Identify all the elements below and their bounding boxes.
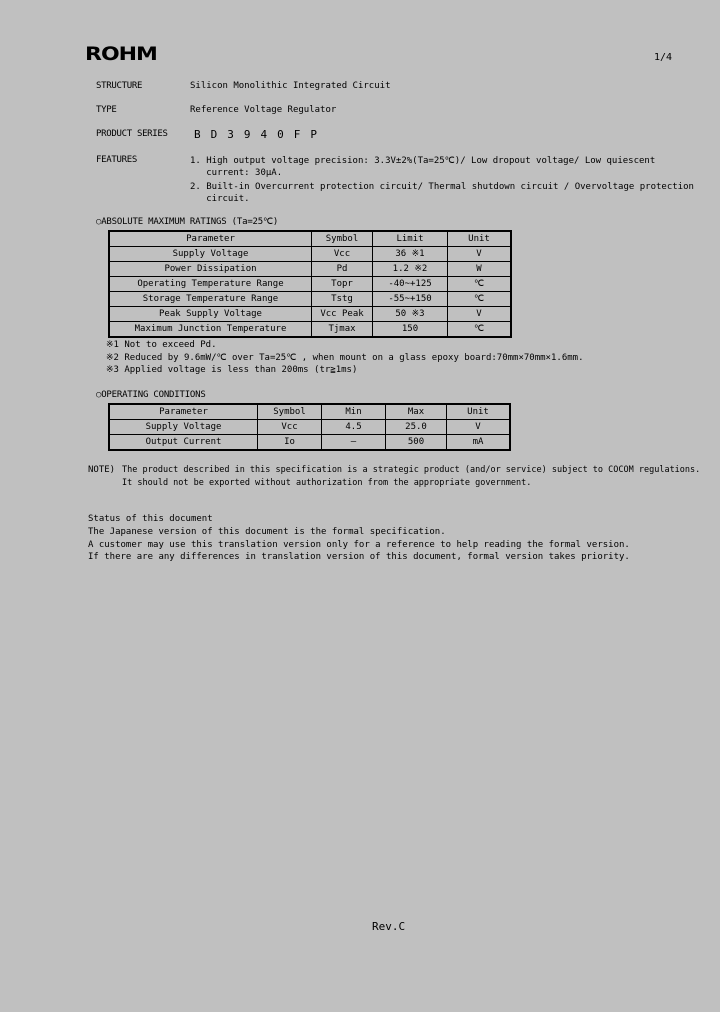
- table-row: [109, 277, 511, 292]
- col-limit: Limit: [373, 231, 448, 247]
- cell: ℃: [448, 322, 512, 338]
- cell: -55~+150: [373, 292, 448, 307]
- feature-line-1: 1. High output voltage precision: 3.3V±2%(Ta=25℃)/ Low dropout voltage/ Low quiescent: [190, 156, 656, 166]
- op-cond-table: [108, 403, 511, 451]
- cell: Vcc: [312, 247, 373, 262]
- page-number: 1/4: [654, 52, 673, 63]
- feature-line-2: current: 30μA.: [190, 168, 283, 178]
- table-row: [109, 262, 511, 277]
- cell: —: [322, 435, 386, 451]
- revision-label: Rev.C: [372, 920, 406, 933]
- cell: Operating Temperature Range: [109, 277, 312, 292]
- footnote-1: ※1 Not to exceed Pd.: [106, 340, 217, 350]
- product-series-label: PRODUCT SERIES: [96, 129, 168, 139]
- cell: Supply Voltage: [109, 420, 258, 435]
- abs-max-title: ○ABSOLUTE MAXIMUM RATINGS (Ta=25℃): [96, 217, 279, 227]
- cell: mA: [447, 435, 511, 451]
- status-line-2: A customer may use this translation version only for a reference to help reading the formal version.: [88, 540, 630, 550]
- col-symbol: Symbol: [258, 404, 322, 420]
- note-line-2: It should not be exported without authorization from the appropriate government.: [122, 478, 532, 488]
- cell: 150: [373, 322, 448, 338]
- table-header-row: [109, 404, 510, 420]
- status-title: Status of this document: [88, 514, 213, 524]
- feature-line-3: 2. Built-in Overcurrent protection circuit/ Thermal shutdown circuit / Overvoltage protection: [190, 182, 694, 192]
- cell: Io: [258, 435, 322, 451]
- status-line-3: If there are any differences in translation version of this document, formal version takes priority.: [88, 552, 630, 562]
- table-row: [109, 420, 510, 435]
- table-row: [109, 435, 510, 451]
- cell: Topr: [312, 277, 373, 292]
- cell: Supply Voltage: [109, 247, 312, 262]
- col-unit: Unit: [447, 404, 511, 420]
- note-label: NOTE): [88, 465, 116, 475]
- type-value: Reference Voltage Regulator: [190, 105, 337, 115]
- cell: Peak Supply Voltage: [109, 307, 312, 322]
- structure-value: Silicon Monolithic Integrated Circuit: [190, 81, 391, 91]
- table-header-row: [109, 231, 511, 247]
- cell: Tstg: [312, 292, 373, 307]
- cell: 4.5: [322, 420, 386, 435]
- col-min: Min: [322, 404, 386, 420]
- cell: Vcc: [258, 420, 322, 435]
- abs-max-table: [108, 230, 512, 338]
- cell: -40~+125: [373, 277, 448, 292]
- col-max: Max: [386, 404, 447, 420]
- cell: ℃: [448, 292, 512, 307]
- col-parameter: Parameter: [109, 404, 258, 420]
- cell: Pd: [312, 262, 373, 277]
- cell: V: [448, 247, 512, 262]
- cell: ℃: [448, 277, 512, 292]
- cell: 36 ※1: [373, 247, 448, 262]
- cell: Power Dissipation: [109, 262, 312, 277]
- cell: V: [448, 307, 512, 322]
- col-unit: Unit: [448, 231, 512, 247]
- cell: 1.2 ※2: [373, 262, 448, 277]
- cell: V: [447, 420, 511, 435]
- op-cond-title: ○OPERATING CONDITIONS: [96, 390, 206, 400]
- note-line-1: The product described in this specification is a strategic product (and/or service) subject to COCOM regulations.: [122, 465, 701, 475]
- cell: Output Current: [109, 435, 258, 451]
- status-line-1: The Japanese version of this document is the formal specification.: [88, 527, 446, 537]
- cell: W: [448, 262, 512, 277]
- product-series-value: BD3940FP: [194, 128, 327, 141]
- cell: Vcc Peak: [312, 307, 373, 322]
- table-row: [109, 292, 511, 307]
- cell: 50 ※3: [373, 307, 448, 322]
- cell: 25.0: [386, 420, 447, 435]
- cell: 500: [386, 435, 447, 451]
- col-parameter: Parameter: [109, 231, 312, 247]
- table-row: [109, 247, 511, 262]
- table-row: [109, 322, 511, 338]
- feature-line-4: circuit.: [190, 194, 250, 204]
- footnote-2: ※2 Reduced by 9.6mW/℃ over Ta=25℃ , when mount on a glass epoxy board:70mm×70mm×1.6mm.: [106, 353, 584, 363]
- footnote-3: ※3 Applied voltage is less than 200ms (tr≧1ms): [106, 365, 358, 375]
- col-symbol: Symbol: [312, 231, 373, 247]
- cell: Maximum Junction Temperature: [109, 322, 312, 338]
- cell: Tjmax: [312, 322, 373, 338]
- type-label: TYPE: [96, 105, 117, 115]
- structure-label: STRUCTURE: [96, 81, 143, 91]
- table-row: [109, 307, 511, 322]
- features-label: FEATURES: [96, 155, 137, 165]
- cell: Storage Temperature Range: [109, 292, 312, 307]
- rohm-logo: ROHM: [85, 44, 157, 66]
